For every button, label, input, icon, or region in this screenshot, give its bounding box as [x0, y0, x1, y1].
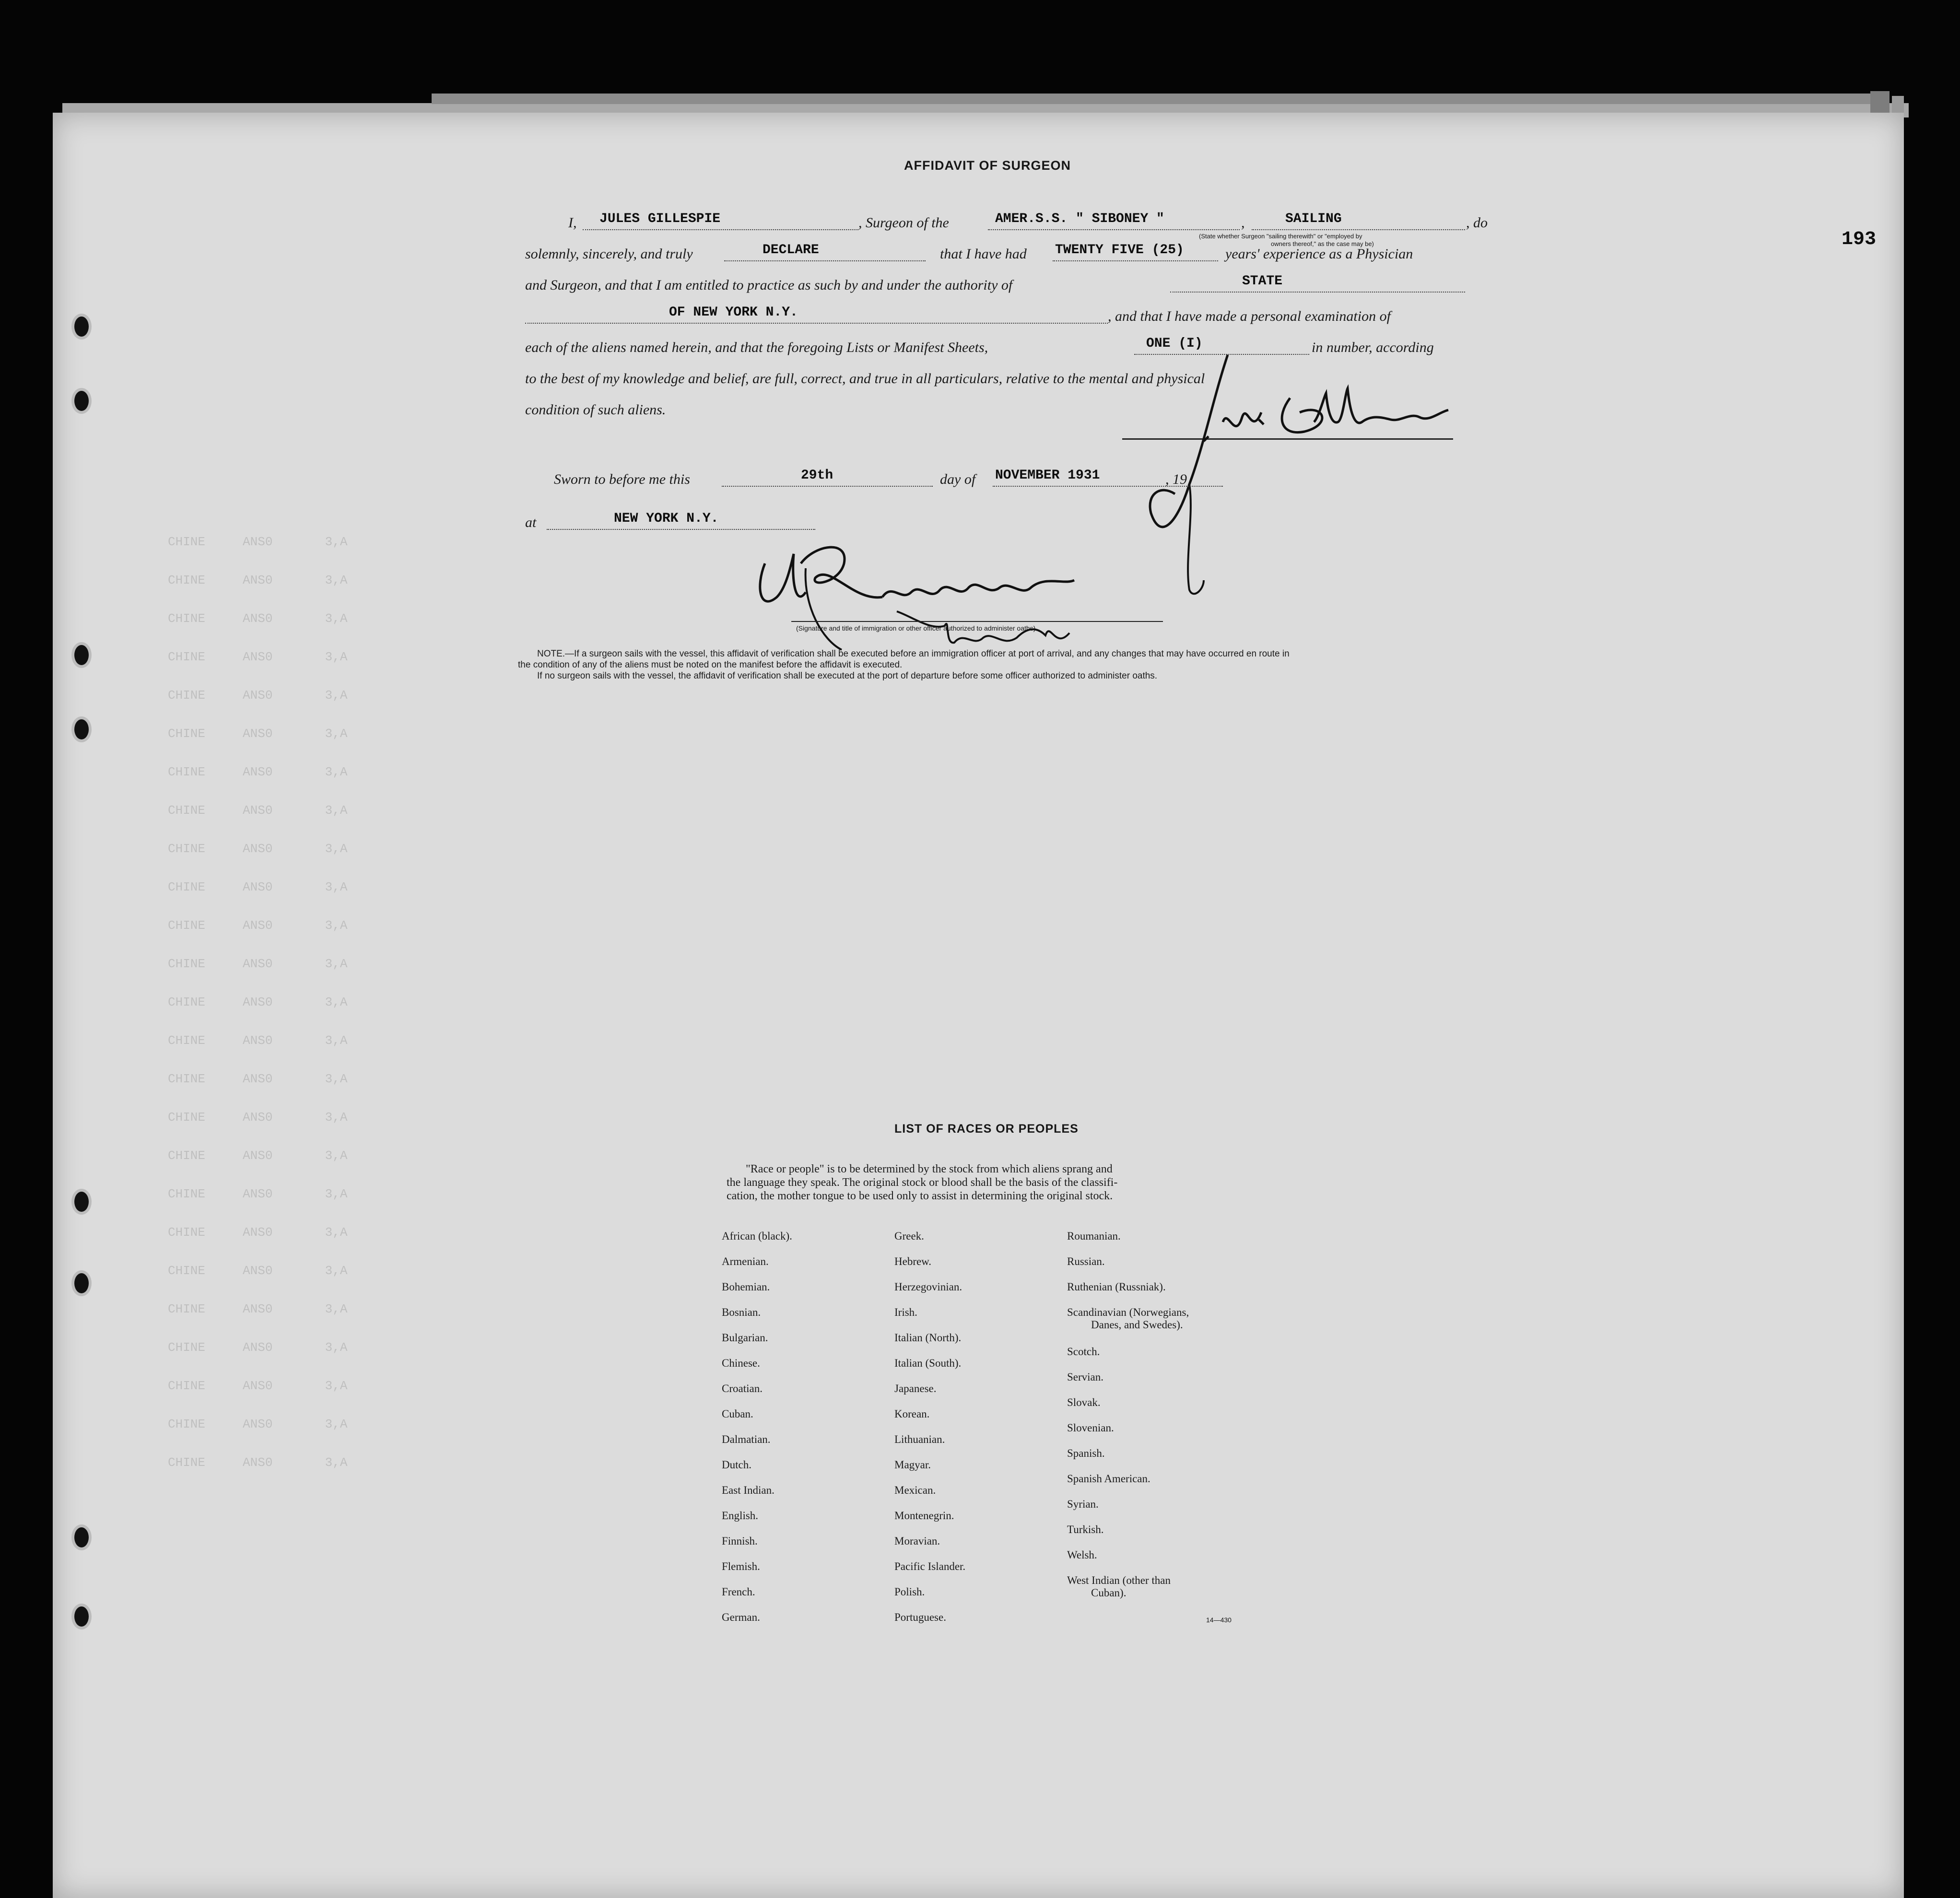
- race-item: Mexican.: [894, 1484, 936, 1496]
- race-item: Cuban).: [1091, 1587, 1127, 1599]
- race-item: Hebrew.: [894, 1255, 932, 1267]
- punch-hole: [74, 316, 89, 337]
- affidavit-title: AFFIDAVIT OF SURGEON: [904, 158, 1071, 173]
- race-item: Bosnian.: [722, 1306, 761, 1318]
- affidavit-text: in number, according: [1312, 340, 1434, 355]
- race-item: Armenian.: [722, 1255, 769, 1267]
- form-number: 14—430: [1206, 1616, 1232, 1624]
- races-intro: the language they speak. The original stock or blood shall be the basis of the classifi-: [727, 1176, 1118, 1189]
- race-item: Irish.: [894, 1306, 917, 1318]
- fill-line: [724, 260, 926, 261]
- race-item: Finnish.: [722, 1535, 758, 1547]
- affidavit-text: to the best of my knowledge and belief, are full, correct, and true in all particulars, relative to the mental and physical: [525, 371, 1205, 387]
- authority-field: OF NEW YORK N.Y.: [669, 305, 798, 320]
- race-item: Korean.: [894, 1408, 930, 1420]
- race-item: Italian (North).: [894, 1332, 962, 1344]
- race-item: German.: [722, 1611, 760, 1623]
- punch-hole: [74, 1192, 89, 1212]
- punch-hole: [74, 391, 89, 411]
- race-item: Bulgarian.: [722, 1332, 768, 1344]
- affidavit-text: years' experience as a Physician: [1225, 246, 1413, 262]
- race-item: Montenegrin.: [894, 1510, 954, 1522]
- fill-line: [993, 486, 1223, 487]
- affidavit-text: , Surgeon of the: [858, 215, 949, 231]
- affidavit-text: at: [525, 515, 537, 530]
- race-item: Bohemian.: [722, 1281, 770, 1293]
- race-item: Turkish.: [1067, 1523, 1104, 1535]
- page-number: 193: [1842, 229, 1877, 250]
- race-item: Moravian.: [894, 1535, 940, 1547]
- fill-line: [722, 486, 933, 487]
- sworn-place-field: NEW YORK N.Y.: [614, 511, 719, 526]
- race-item: Welsh.: [1067, 1549, 1097, 1561]
- status-instruction: (State whether Surgeon "sailing therewith" or "employed by: [1199, 233, 1362, 240]
- fill-line: [1252, 229, 1465, 230]
- affidavit-note: If no surgeon sails with the vessel, the affidavit of verification shall be executed at the port of departure before some officer authorized to administer oaths.: [537, 671, 1158, 681]
- fill-line: [1053, 260, 1218, 261]
- race-item: Spanish American.: [1067, 1473, 1150, 1485]
- race-item: East Indian.: [722, 1484, 775, 1496]
- race-item: Chinese.: [722, 1357, 760, 1369]
- surgeon-status-field: SAILING: [1285, 211, 1342, 226]
- race-item: Dalmatian.: [722, 1433, 771, 1445]
- surgeon-name-field: JULES GILLESPIE: [599, 211, 721, 226]
- affidavit-text: condition of such aliens.: [525, 402, 666, 418]
- affidavit-text: and Surgeon, and that I am entitled to practice as such by and under the authority of: [525, 277, 1013, 293]
- affidavit-note: the condition of any of the aliens must be noted on the manifest before the affidavit is executed.: [518, 660, 903, 670]
- race-item: African (black).: [722, 1230, 792, 1242]
- years-experience-field: TWENTY FIVE (25): [1055, 243, 1184, 258]
- affidavit-text: that I have had: [940, 246, 1027, 262]
- race-item: Spanish.: [1067, 1447, 1105, 1459]
- fill-line: [547, 529, 815, 530]
- officer-signature-line: [791, 621, 1163, 622]
- race-item: Servian.: [1067, 1371, 1104, 1383]
- race-item: Russian.: [1067, 1255, 1105, 1267]
- race-item: English.: [722, 1510, 759, 1522]
- affidavit-text: solemnly, sincerely, and truly: [525, 246, 693, 262]
- fill-line: [583, 229, 858, 230]
- races-title: LIST OF RACES OR PEOPLES: [894, 1122, 1079, 1136]
- authority-field: STATE: [1242, 274, 1283, 289]
- race-item: Portuguese.: [894, 1611, 946, 1623]
- race-item: West Indian (other than: [1067, 1574, 1171, 1586]
- affidavit-text: , do: [1466, 215, 1488, 231]
- affidavit-text: Sworn to before me this: [554, 471, 690, 487]
- race-item: Flemish.: [722, 1560, 760, 1572]
- sworn-day-field: 29th: [801, 468, 833, 483]
- race-item: Syrian.: [1067, 1498, 1099, 1510]
- race-item: French.: [722, 1586, 755, 1598]
- affidavit-text: I,: [568, 215, 577, 231]
- race-item: Ruthenian (Russniak).: [1067, 1281, 1166, 1293]
- affidavit-text: day of: [940, 471, 976, 487]
- declaration-field: DECLARE: [763, 243, 819, 258]
- race-item: Lithuanian.: [894, 1433, 945, 1445]
- manifest-page: CHINE ANS0 3,A CHINE ANS0 3,A CHINE ANS0 3,A CHINE ANS0 3,A CHINE ANS0 3,A CHINE ANS0 3,A CHINE ANS0 3,A CHINE ANS0 3,A CHINE ANS0 3,A CHINE ANS0 3,A CHINE ANS0 3,A CHINE ANS0 3,A CHINE ANS0 3,A CHINE ANS0 3,A CHINE ANS0 3,A CHINE ANS0 3,A CHINE ANS0 3,A CHINE ANS0 3,A CHINE ANS0 3,A CHINE ANS0 3,A CHINE ANS0 3,A CHINE ANS0 3,A CHINE ANS0 3,A CHINE ANS0 3,A CHINE ANS0 3,A 193 AFFIDAVIT OF SURGEON I, JULES GILLESPIE , Surgeon of the AMER.S.S. " SIBONEY " , SAILING (State whether Surgeon "sailing therewith" or "employed by owners thereof," as the case may be) , do solemnly, sincerely, and truly DECLARE that I have had TWENTY FIVE (25) years' experience as a Physician and Surgeon, and that I am entitled to practice as such by and under the authority of STATE OF NEW YORK N.Y. , and that I have made a personal examination of each of the aliens named herein, and that the foregoing Lists or Manifest Sheets, ONE (I) in number, according to the best of my knowledge and belief, are full, correct, and true in all particulars, relative to the mental and physical condition of such aliens. Sworn to before me this 29th day of NOVEMBER 1931 , 19 at NEW YORK N.Y. (Signature and title of immigration or other officer authorized to administer oaths) NOTE.—If a surgeon sails with the vessel, this affidavit of verification shall be executed before an immigration officer at port of arrival, and any changes that may have occurred en route in the condition of any of the aliens must be noted on the manifest before the affidavit is executed. If no surgeon sails with the vessel, the affidavit of verification shall be executed at the port of departure before some officer authorized to administer oaths. LIST OF RACES OR PEOPLES "Race or people" is to be determined by the stock from which aliens sprang and the language they speak. The original stock or blood shall be the basis of the classifi- cation, the mother tongue to be used only to assist in determining the original stock. African (black). Armenian. Bohemian. Bosnian. Bulgarian. Chinese. Croatian. Cuban. Dalmatian. Dutch. East Indian. English. Finnish. Flemish. French. German. Greek. Hebrew. Herzegovinian. Irish. Italian (North). Italian (South). Japanese. Korean. Lithuanian. Magyar. Mexican. Montenegrin. Moravian. Pacific Islander. Polish. Portuguese. Roumanian. Russian. Ruthenian (Russniak). Scandinavian (Norwegians, Danes, and Swedes). Scotch. Servian. Slovak. Slovenian. Spanish. Spanish American. Syrian. Turkish. Welsh. West Indian (other than Cuban). 14—430: [53, 113, 1904, 1898]
- punch-hole: [74, 1273, 89, 1293]
- fill-line: [525, 323, 1108, 324]
- race-item: Magyar.: [894, 1459, 931, 1471]
- race-item: Cuban.: [722, 1408, 753, 1420]
- race-item: Dutch.: [722, 1459, 751, 1471]
- punch-hole: [74, 1527, 89, 1547]
- race-item: Japanese.: [894, 1382, 937, 1394]
- sworn-month-year-field: NOVEMBER 1931: [995, 468, 1100, 483]
- fill-line: [1170, 292, 1465, 293]
- fill-line: [988, 229, 1240, 230]
- race-item: Pacific Islander.: [894, 1560, 966, 1572]
- races-intro: cation, the mother tongue to be used only to assist in determining the original stock.: [727, 1190, 1113, 1202]
- race-item: Polish.: [894, 1586, 925, 1598]
- race-item: Roumanian.: [1067, 1230, 1121, 1242]
- race-item: Greek.: [894, 1230, 924, 1242]
- affidavit-text: , 19: [1165, 471, 1187, 487]
- affidavit-text: ,: [1241, 215, 1245, 231]
- race-item: Scandinavian (Norwegians,: [1067, 1306, 1189, 1318]
- race-item: Herzegovinian.: [894, 1281, 962, 1293]
- signature-caption: (Signature and title of immigration or other officer authorized to administer oaths): [796, 624, 1036, 632]
- punch-hole: [74, 1606, 89, 1627]
- punch-hole: [74, 719, 89, 739]
- manifest-sheet-count: ONE (I): [1146, 336, 1203, 351]
- affidavit-text: each of the aliens named herein, and that the foregoing Lists or Manifest Sheets,: [525, 340, 988, 355]
- races-intro: "Race or people" is to be determined by the stock from which aliens sprang and: [746, 1163, 1113, 1175]
- race-item: Scotch.: [1067, 1346, 1100, 1358]
- race-item: Croatian.: [722, 1382, 763, 1394]
- affidavit-note: NOTE.—If a surgeon sails with the vessel, this affidavit of verification shall be executed before an immigration officer at port of arrival, and any changes that may have occurred en route in: [537, 649, 1290, 659]
- vessel-name-field: AMER.S.S. " SIBONEY ": [995, 211, 1164, 226]
- punch-hole: [74, 645, 89, 665]
- race-item: Danes, and Swedes).: [1091, 1319, 1183, 1331]
- affidavit-text: , and that I have made a personal examination of: [1108, 308, 1391, 324]
- race-item: Slovenian.: [1067, 1422, 1114, 1434]
- race-item: Slovak.: [1067, 1396, 1101, 1408]
- race-item: Italian (South).: [894, 1357, 962, 1369]
- officer-signature: [739, 535, 1199, 664]
- stacked-page-edge: [432, 94, 1870, 104]
- status-instruction: owners thereof," as the case may be): [1271, 240, 1374, 247]
